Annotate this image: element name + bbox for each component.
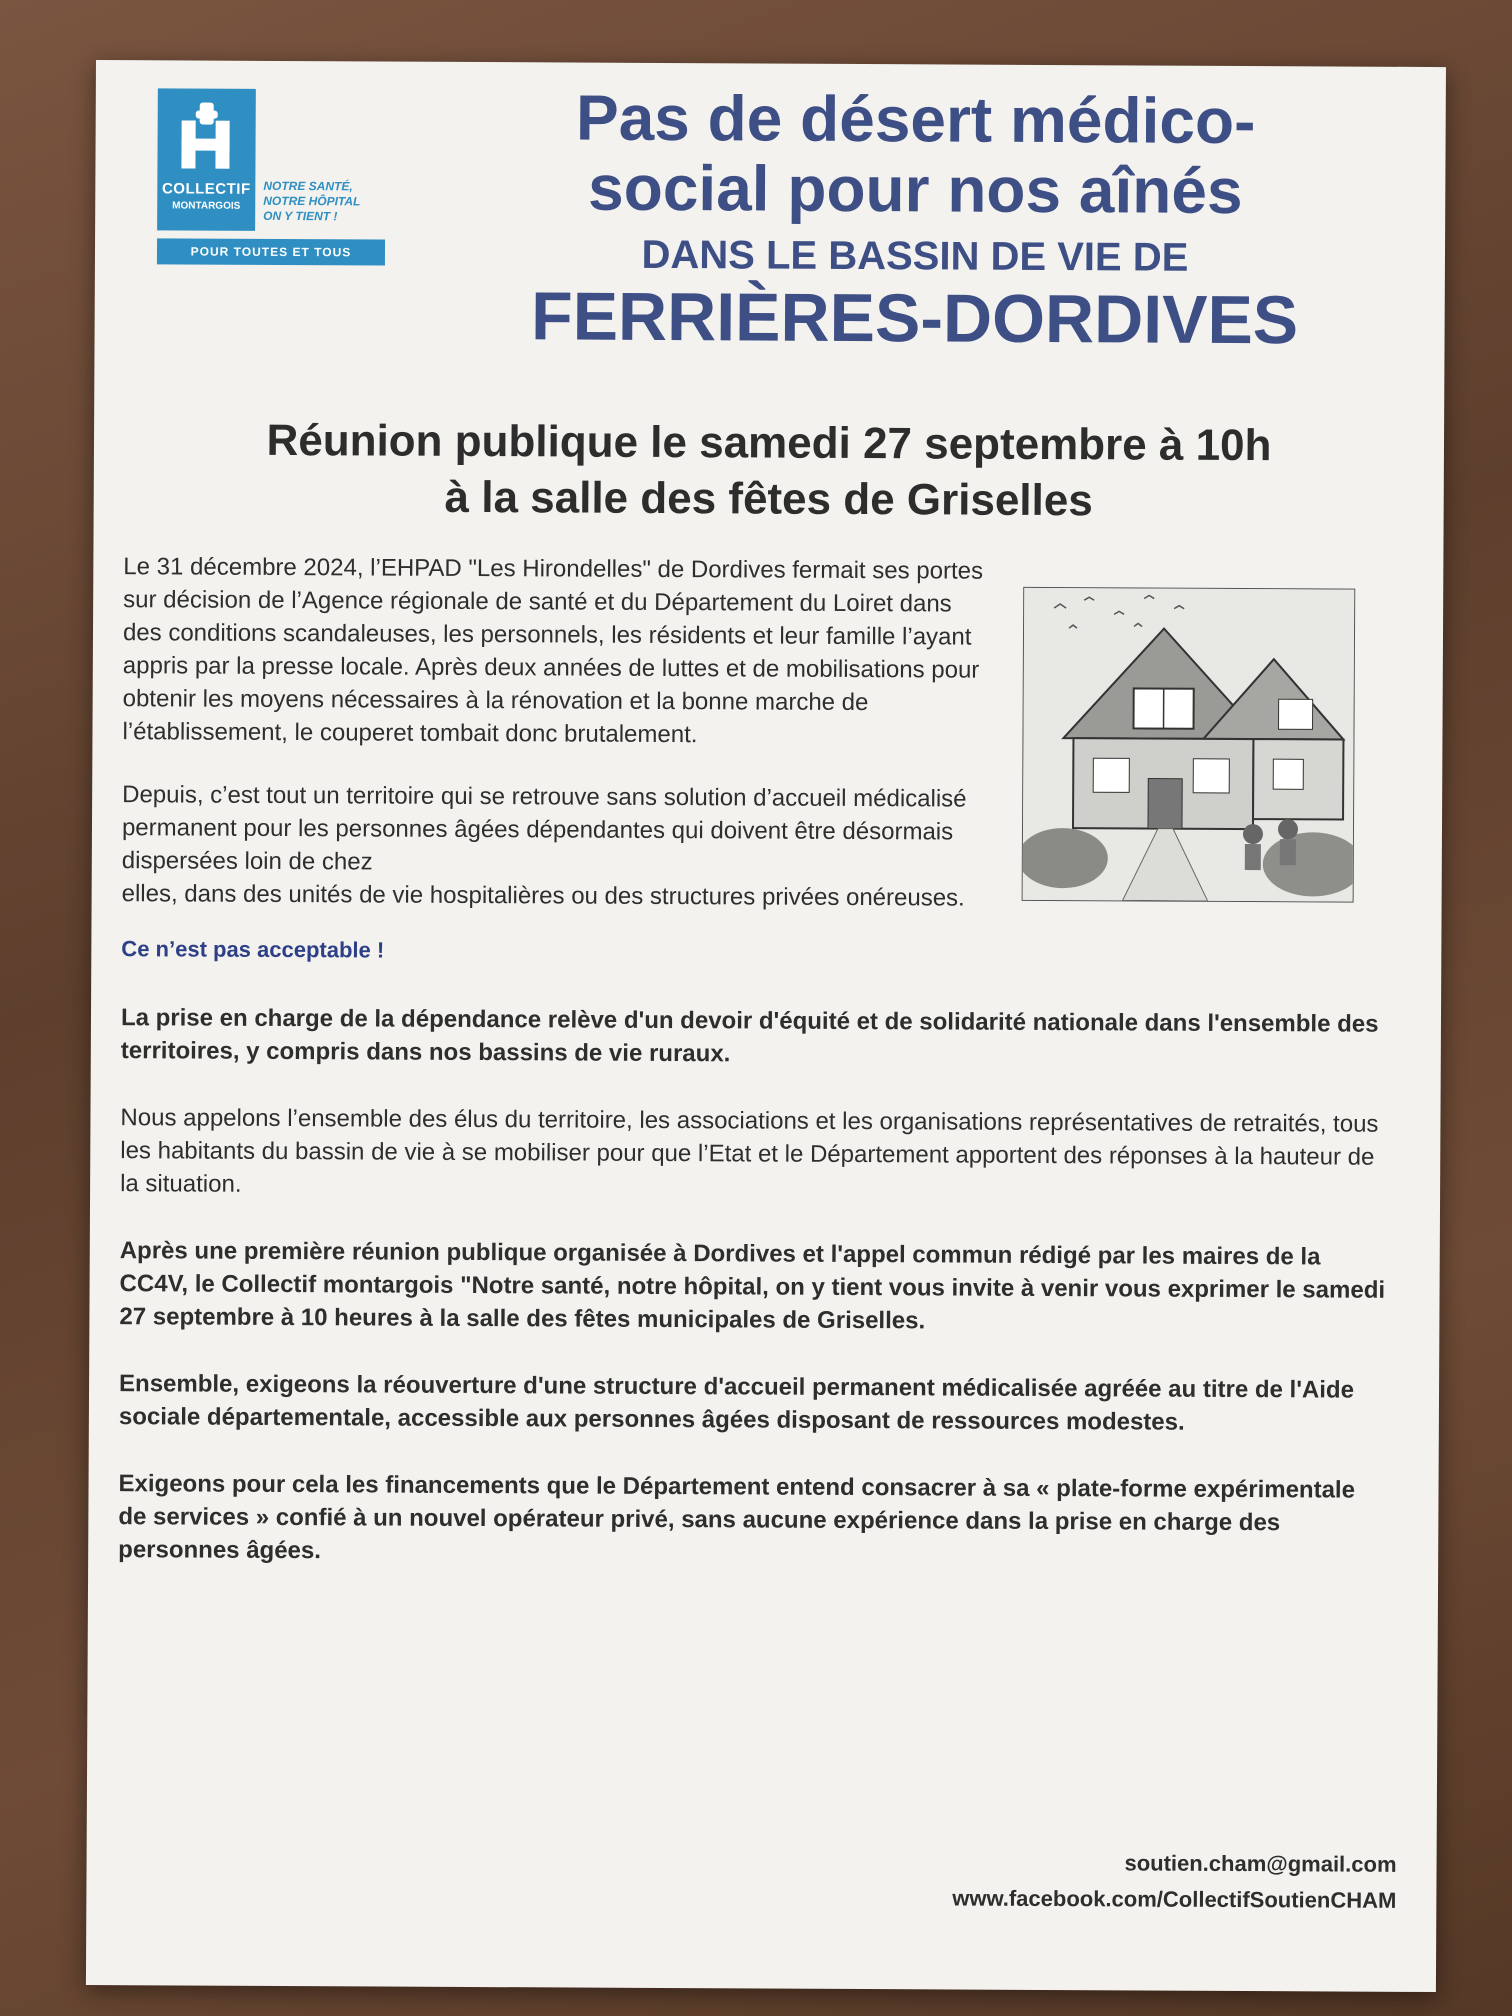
slogan-line: ON Y TIENT ! <box>263 208 338 224</box>
slogan-line: NOTRE HÔPITAL <box>263 193 361 209</box>
logo-slogan <box>263 179 383 225</box>
title-line-1b: social pour nos aînés <box>587 151 1243 228</box>
paragraph-appeal: Nous appelons l’ensemble des élus du territoire, les associations et les organisations représentatives de retraités, tous les habitants du bassin de vie à se mobiliser pour que l’Etat et le Département apportent des réponses à la hauteur de la situation. <box>120 1104 1379 1198</box>
flyer-body <box>118 550 1393 1607</box>
meeting-line-2: à la salle des fêtes de Griselles <box>444 472 1093 526</box>
hospital-fist-icon <box>175 100 237 170</box>
logo-band: POUR TOUTES ET TOUS <box>157 238 385 265</box>
flyer-sheet <box>86 60 1446 1992</box>
meeting-line-1: Réunion publique le samedi 27 septembre à 10h <box>266 415 1272 471</box>
paragraph-closure: Le 31 décembre 2024, l’EHPAD "Les Hirondelles" de Dordives fermait ses portes sur décision de l’Agence régionale de santé et du Département du Loiret dans des conditions scandaleuses, les personnels, les résidents et leur famille l’ayant appris par la presse locale. Après deux années de luttes et de mobilisations pour obtenir les moyens nécessaires à la rénovation et la bonne marche de l’établissement, le couperet tombait donc brutalement. <box>122 553 984 749</box>
logo-collectif-text: COLLECTIF <box>161 180 251 198</box>
collectif-logo <box>157 88 386 279</box>
title-line-1 <box>395 82 1436 227</box>
title-line-3: FERRIÈRES-DORDIVES <box>530 278 1299 359</box>
paragraph-territory-a: Depuis, c’est tout un territoire qui se retrouve sans solution d’accueil médicalisé permanent pour les personnes âgées dépendantes qui doivent être désormais dispersées loin de chez <box>121 781 967 876</box>
paragraph-territory <box>122 778 993 915</box>
paragraph-funding: Exigeons pour cela les financements que le Département entend consacrer à sa « plate-forme expérimentale de services » confié à un nouvel opérateur privé, sans aucune expérience dans la prise en charge des personnes âgées. <box>118 1470 1356 1565</box>
not-acceptable-statement: Ce n’est pas acceptable ! <box>121 936 385 963</box>
paragraph-invitation: Après une première réunion publique organisée à Dordives et l'appel commun rédigé par les maires de la CC4V, le Collectif montargois "Notre santé, notre hôpital, on y tient vous invite à venir vous exprimer le samedi 27 septembre à 10 heures à la salle des fêtes municipales de Griselles. <box>119 1237 1386 1335</box>
title-line-1a: Pas de désert médico- <box>575 81 1256 158</box>
paragraph-solidarity: La prise en charge de la dépendance relève d'un devoir d'équité et de solidarité nationale dans l'ensemble des territoires, y compris dans nos bassins de vie ruraux. <box>120 1004 1379 1068</box>
paragraph-demand: Ensemble, exigeons la réouverture d'une structure d'accueil permanent médicalisée agréée au titre de l'Aide sociale départementale, accessible aux personnes âgées disposant de ressources modestes. <box>118 1370 1355 1436</box>
contact-facebook: www.facebook.com/CollectifSoutienCHAM <box>952 1885 1397 1913</box>
contact-footer <box>952 1845 1396 1919</box>
flyer-title <box>394 81 1435 359</box>
title-line-2: DANS LE BASSIN DE VIE DE <box>641 232 1189 280</box>
paragraph-territory-b: elles, dans des unités de vie hospitalières ou des structures privées onéreuses. <box>121 880 965 912</box>
slogan-line: NOTRE SANTÉ, <box>263 178 353 194</box>
logo-box <box>157 88 256 231</box>
logo-montargois-text: MONTARGOIS <box>172 200 241 212</box>
meeting-announcement <box>134 412 1405 531</box>
contact-email: soutien.cham@gmail.com <box>1124 1850 1397 1877</box>
